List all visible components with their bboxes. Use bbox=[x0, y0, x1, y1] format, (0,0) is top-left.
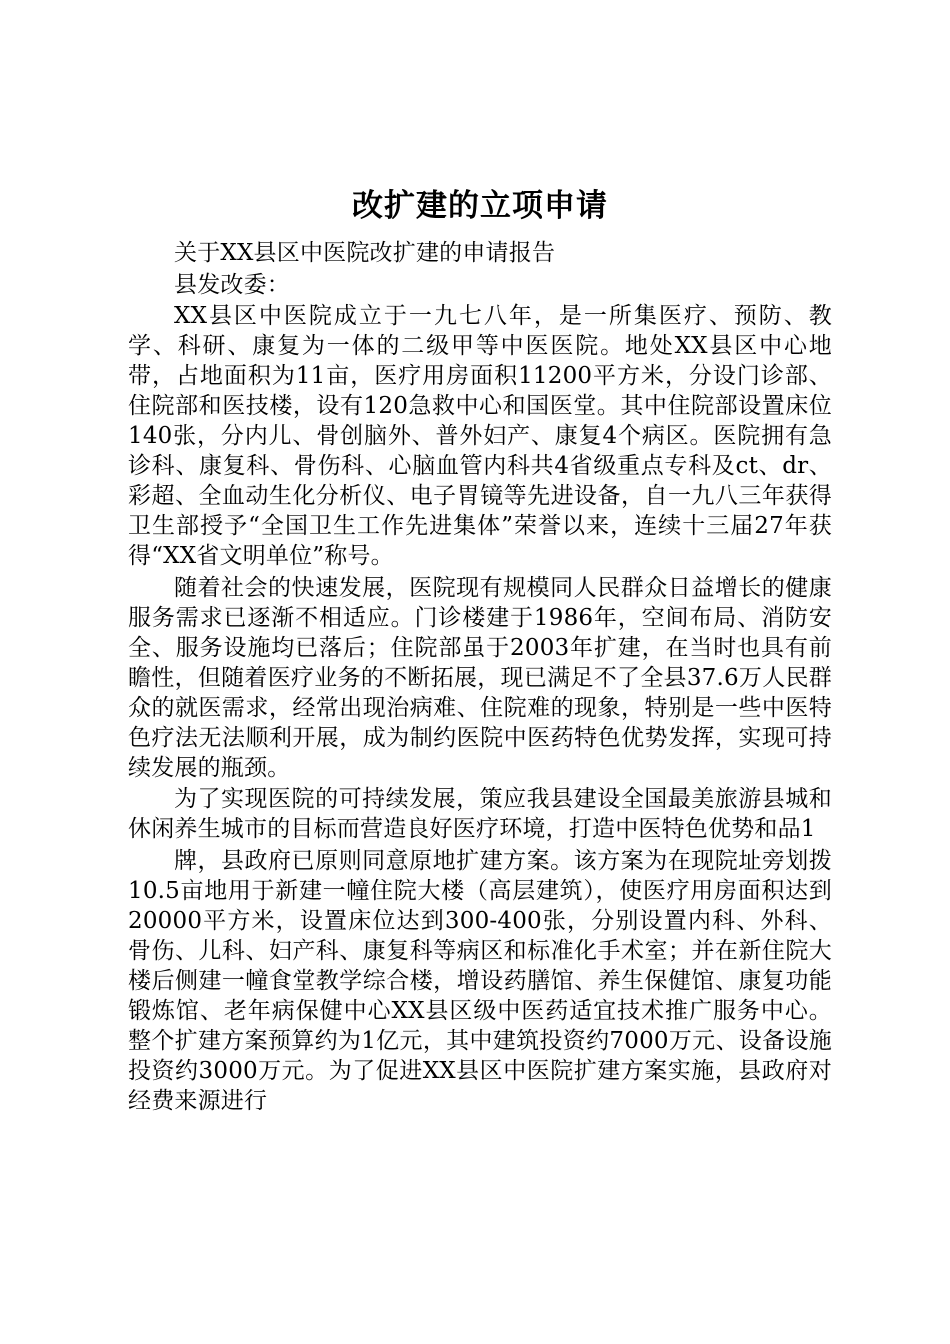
document-title: 改扩建的立项申请 bbox=[352, 188, 608, 224]
addressee: 县发改委： bbox=[174, 271, 290, 298]
document-page bbox=[128, 182, 832, 1117]
paragraph-current-problems: 随着社会的快速发展，医院现有规模同人民群众日益增长的健康服务需求已逐渐不相适应。门诊楼建于1986年，空间布局、消防安全、服务设施均已落后；住院部虽于2003年扩建，在当时也具有前瞻性，但随着医疗业务的不断拓展，现已满足不了全县37.6万人民群众的就医需求，经常出现治病难、住院难的现象，特别是一些中医特色疗法无法顺利开展，成为制约医院中医药特色优势发挥，实现可持续发展的瓶颈。 bbox=[128, 574, 832, 781]
report-subtitle: 关于XX县区中医院改扩建的申请报告 bbox=[174, 240, 556, 266]
paragraph-development-goal: 为了实现医院的可持续发展，策应我县建设全国最美旅游县城和休闲养生城市的目标而营造良好医疗环境，打造中医特色优势和品1 bbox=[128, 786, 832, 842]
paragraph-expansion-plan: 牌，县政府已原则同意原地扩建方案。该方案为在现院址旁划拨10.5亩地用于新建一幢住院大楼（高层建筑），使医疗用房面积达到20000平方米，设置床位达到300-400张，分别设置内科、外科、骨伤、儿科、妇产科、康复科等病区和标准化手术室；并在新住院大楼后侧建一幢食堂教学综合楼，增设药膳馆、养生保健馆、康复功能锻炼馆、老年病保健中心XX县区级中医药适宜技术推广服务中心。整个扩建方案预算约为1亿元，其中建筑投资约7000万元、设备设施投资约3000万元。为了促进XX县区中医院扩建方案实施，县政府对经费来源进行 bbox=[128, 847, 832, 1114]
paragraph-hospital-overview: XX县区中医院成立于一九七八年，是一所集医疗、预防、教学、科研、康复为一体的二级甲等中医医院。地处XX县区中心地带，占地面积为11亩，医疗用房面积11200平方米，分设门诊部、住院部和医技楼，设有120急救中心和国医堂。其中住院部设置床位140张，分内儿、骨创脑外、普外妇产、康复4个病区。医院拥有急诊科、康复科、骨伤科、心脑血管内科共4省级重点专科及ct、dr、彩超、全血动生化分析仪、电子胃镜等先进设备，自一九八三年获得卫生部授予“全国卫生工作先进集体”荣誉以来，连续十三届27年获得“XX省文明单位”称号。 bbox=[128, 303, 832, 569]
